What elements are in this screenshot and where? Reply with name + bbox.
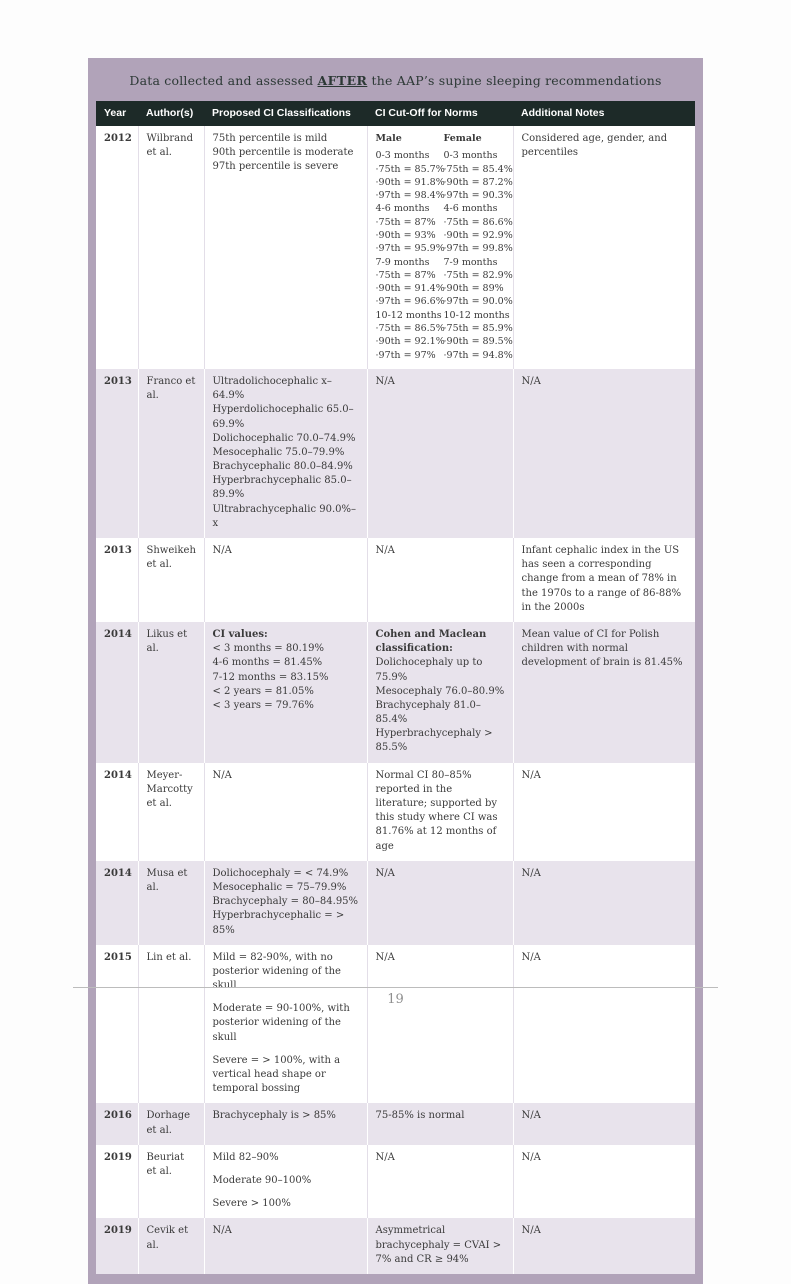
cell-line: Severe = > 100%, with a vertical head shape or temporal bossing — [212, 1054, 341, 1095]
cutoff-cell — [367, 861, 513, 945]
classifications-cell — [204, 126, 367, 369]
panel-title — [88, 58, 703, 101]
author-cell: Meyer-Marcotty et al. — [138, 763, 204, 861]
notes-cell — [513, 763, 695, 861]
cell-line: Mesocephaly 76.0–80.9% — [375, 685, 505, 697]
cell-line: < 3 years = 79.76% — [212, 699, 314, 711]
panel-title-emphasis: AFTER — [317, 73, 368, 88]
cell-line: N/A — [212, 769, 232, 781]
percentile-value: · 90th = 91.4% — [376, 282, 437, 295]
table-header-row — [96, 101, 695, 126]
percentile-value: · 97th = 90.3% — [444, 189, 505, 202]
percentile-value: · 97th = 90.0% — [444, 295, 505, 308]
percentile-value: · 75th = 82.9% — [444, 269, 505, 282]
author-cell: Franco et al. — [138, 369, 204, 538]
cell-line: Infant cephalic index in the US has seen a corresponding change from a mean of 78% in the 1970s to a range of 86-88% in the 2000s — [521, 545, 682, 613]
percentile-value: · 97th = 95.9% — [376, 242, 437, 255]
cell-line: N/A — [375, 1151, 395, 1163]
table-panel — [88, 58, 703, 1284]
classifications-cell — [204, 622, 367, 763]
year-cell: 2013 — [96, 369, 138, 538]
cell-line: Hyperbrachycephalic = > 85% — [212, 910, 345, 936]
cutoff-cell — [367, 538, 513, 622]
cell-line: Dolichocephaly up to 75.9% — [375, 657, 483, 683]
male-female-columns — [375, 132, 513, 362]
classifications-cell — [204, 861, 367, 945]
author-cell: Beuriat et al. — [138, 1145, 204, 1219]
cell-line: Moderate = 90-100%, with posterior widening of the skull — [212, 1003, 350, 1043]
cutoff-cell — [367, 763, 513, 861]
age-group-label: 10-12 months — [375, 309, 442, 321]
column-header: Proposed CI Classifications — [204, 101, 367, 126]
notes-cell — [513, 622, 695, 763]
age-group-label: 4-6 months — [375, 203, 430, 215]
cell-line: Brachycephaly 81.0–85.4% — [375, 699, 481, 726]
author-cell: Musa et al. — [138, 861, 204, 945]
table-row — [96, 622, 695, 763]
column-header: Author(s) — [138, 101, 204, 126]
cell-line: N/A — [521, 1151, 541, 1163]
notes-cell — [513, 1103, 695, 1144]
percentile-value: · 90th = 92.9% — [444, 229, 505, 242]
cutoff-cell — [367, 369, 513, 538]
notes-cell — [513, 1218, 695, 1274]
table-row — [96, 945, 695, 1104]
cell-line: Moderate 90–100% — [212, 1174, 312, 1186]
column-header: Year — [96, 101, 138, 126]
age-group-label: 7-9 months — [443, 256, 498, 268]
cell-line: Dolichocephalic 70.0–74.9% — [212, 432, 356, 444]
cell-line: Mean value of CI for Polish children with normal development of brain is 81.45% — [521, 628, 683, 669]
cell-line: Dolichocephaly = < 74.9% — [212, 867, 349, 879]
table-row — [96, 369, 695, 538]
classifications-cell — [204, 538, 367, 622]
percentile-value: · 75th = 86.5% — [376, 322, 437, 335]
classifications-cell — [204, 369, 367, 538]
year-cell: 2013 — [96, 538, 138, 622]
author-cell: Cevik et al. — [138, 1218, 204, 1274]
cell-line: < 2 years = 81.05% — [212, 685, 314, 697]
notes-cell — [513, 538, 695, 622]
cutoff-cell — [367, 1145, 513, 1219]
cell-line: N/A — [375, 545, 395, 557]
cell-line: Ultrabrachycephalic 90.0%–x — [212, 503, 356, 529]
table-row — [96, 763, 695, 861]
cell-line: N/A — [521, 1225, 541, 1237]
cell-line: Mild = 82-90%, with no posterior widening of the skull — [212, 951, 341, 992]
cell-line: Hyperbrachycephaly > 85.5% — [375, 728, 493, 754]
age-group-label: 10-12 months — [443, 309, 510, 321]
cell-line: 7-12 months = 83.15% — [212, 671, 329, 683]
cell-line: Brachycephaly = 80–84.95% — [212, 896, 359, 908]
classifications-cell — [204, 1218, 367, 1274]
page-number: 19 — [387, 992, 404, 1007]
mf-column — [375, 132, 445, 362]
table-row — [96, 538, 695, 622]
author-cell: Dorhage et al. — [138, 1103, 204, 1144]
panel-title-prefix: Data collected and assessed — [129, 73, 318, 88]
age-group-label: 4-6 months — [443, 203, 498, 215]
cell-line: Mild 82–90% — [212, 1151, 279, 1163]
cell-line: Brachycephalic 80.0–84.9% — [212, 461, 353, 473]
cutoff-cell — [367, 622, 513, 763]
year-cell: 2015 — [96, 945, 138, 1104]
classifications-cell — [204, 945, 367, 1104]
cell-line: N/A — [212, 1225, 232, 1237]
notes-cell — [513, 1145, 695, 1219]
percentile-value: · 97th = 98.4% — [376, 189, 437, 202]
cell-line: Brachycephaly is > 85% — [212, 1110, 336, 1122]
cell-line: < 3 months = 80.19% — [212, 643, 324, 655]
year-cell: 2019 — [96, 1145, 138, 1219]
author-cell: Lin et al. — [138, 945, 204, 1104]
cell-line: Asymmetrical brachycephaly = CVAI > 7% and CR ≥ 94% — [375, 1225, 502, 1265]
cell-line: CI values: — [212, 628, 268, 640]
percentile-value: · 75th = 85.9% — [444, 322, 505, 335]
year-cell: 2016 — [96, 1103, 138, 1144]
table-wrap — [96, 101, 695, 1274]
cell-line: N/A — [212, 545, 232, 557]
age-group-label: 7-9 months — [375, 256, 430, 268]
cell-line: N/A — [521, 375, 541, 387]
notes-cell — [513, 126, 695, 369]
cutoff-cell — [367, 945, 513, 1104]
cell-line: 75-85% is normal — [375, 1110, 465, 1122]
ci-classifications-table — [96, 101, 695, 1274]
column-header: CI Cut-Off for Norms — [367, 101, 513, 126]
cell-line: N/A — [375, 951, 395, 963]
age-group-label: 0-3 months — [443, 150, 498, 162]
author-cell: Shweikeh et al. — [138, 538, 204, 622]
author-cell: Wilbrand et al. — [138, 126, 204, 369]
author-cell: Likus et al. — [138, 622, 204, 763]
cell-line: Severe > 100% — [212, 1198, 291, 1210]
year-cell: 2014 — [96, 861, 138, 945]
table-row — [96, 1145, 695, 1219]
cutoff-cell — [367, 126, 513, 369]
table-row — [96, 1218, 695, 1274]
year-cell: 2019 — [96, 1218, 138, 1274]
year-cell: 2014 — [96, 763, 138, 861]
cutoff-cell — [367, 1218, 513, 1274]
percentile-value: · 90th = 92.1% — [376, 335, 437, 348]
cell-line: Cohen and Maclean classification: — [375, 628, 487, 655]
percentile-value: · 75th = 85.7% — [376, 163, 437, 176]
cell-line: Hyperbrachycephalic 85.0–89.9% — [212, 475, 352, 501]
percentile-value: · 90th = 89.5% — [444, 335, 505, 348]
percentile-value: · 75th = 87% — [376, 269, 437, 282]
cell-line: N/A — [521, 867, 541, 879]
footer-rule — [73, 987, 718, 988]
percentile-value: · 90th = 93% — [376, 229, 437, 242]
mf-column — [443, 132, 513, 362]
mf-column-label: Female — [443, 132, 482, 144]
classifications-cell — [204, 1103, 367, 1144]
notes-cell — [513, 369, 695, 538]
cell-line: 97th percentile is severe — [212, 161, 339, 173]
percentile-value: · 75th = 85.4% — [444, 163, 505, 176]
table-row — [96, 1103, 695, 1144]
column-header: Additional Notes — [513, 101, 695, 126]
percentile-value: · 75th = 86.6% — [444, 216, 505, 229]
year-cell: 2014 — [96, 622, 138, 763]
cell-line: Hyperdolichocephalic 65.0–69.9% — [212, 404, 354, 430]
cell-line: Ultradolichocephalic x–64.9% — [212, 375, 332, 402]
age-group-label: 0-3 months — [375, 150, 430, 162]
cell-line: Mesocephalic = 75–79.9% — [212, 881, 347, 893]
cell-line: N/A — [521, 951, 541, 963]
cell-line: N/A — [521, 1110, 541, 1122]
year-cell: 2012 — [96, 126, 138, 369]
classifications-cell — [204, 1145, 367, 1219]
cell-line: Mesocephalic 75.0–79.9% — [212, 446, 345, 458]
cell-line: N/A — [521, 769, 541, 781]
percentile-value: · 90th = 91.8% — [376, 176, 437, 189]
percentile-value: · 97th = 97% — [376, 349, 437, 362]
cell-line: 75th percentile is mild — [212, 132, 328, 144]
cell-line: N/A — [375, 867, 395, 879]
percentile-value: · 75th = 87% — [376, 216, 437, 229]
cutoff-cell — [367, 1103, 513, 1144]
cell-line: Normal CI 80–85% reported in the literature; supported by this study where CI was 81.76% at 12 months of age — [375, 769, 498, 852]
mf-column-label: Male — [375, 132, 402, 144]
classifications-cell — [204, 763, 367, 861]
notes-cell — [513, 945, 695, 1104]
notes-cell — [513, 861, 695, 945]
cell-line: 4-6 months = 81.45% — [212, 657, 323, 669]
percentile-value: · 97th = 96.6% — [376, 295, 437, 308]
cell-line: 90th percentile is moderate — [212, 147, 354, 159]
percentile-value: · 97th = 99.8% — [444, 242, 505, 255]
table-row — [96, 126, 695, 369]
panel-title-suffix: the AAP’s supine sleeping recommendations — [367, 73, 662, 88]
cell-line: Considered age, gender, and percentiles — [521, 132, 668, 159]
cell-line: N/A — [375, 375, 395, 387]
percentile-value: · 90th = 87.2% — [444, 176, 505, 189]
percentile-value: · 97th = 94.8% — [444, 349, 505, 362]
table-row — [96, 861, 695, 945]
percentile-value: · 90th = 89% — [444, 282, 505, 295]
